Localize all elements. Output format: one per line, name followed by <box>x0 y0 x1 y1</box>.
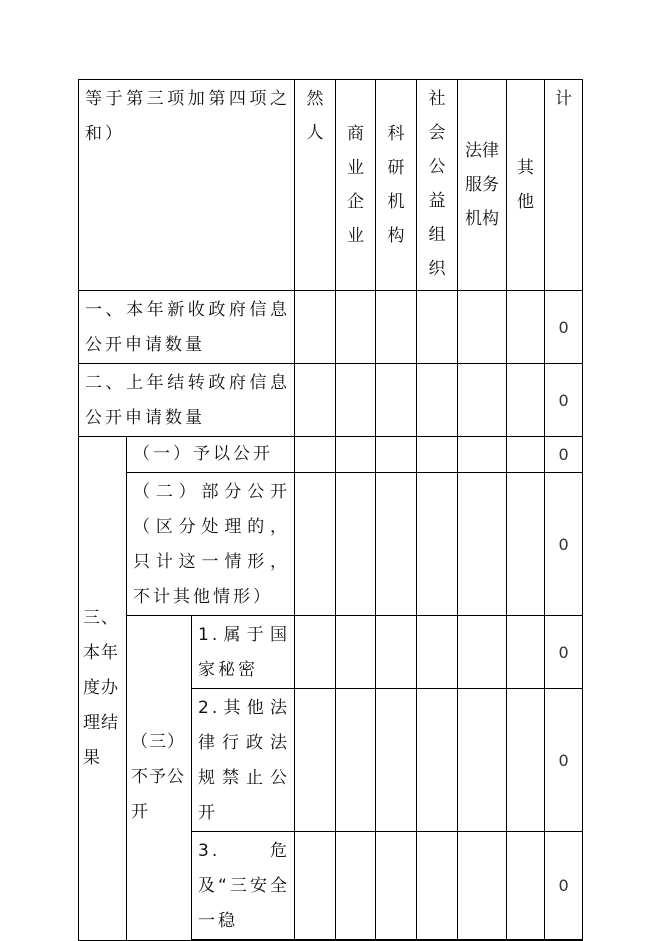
row-three-safety-total: 0 <box>545 832 583 941</box>
row-partial-total: 0 <box>545 473 583 616</box>
row-partial-label: （二）部分公开（区分处理的，只计这一情形，不计其他情形） <box>127 473 295 616</box>
row-carried-over <box>79 364 583 437</box>
header-total: 计 <box>545 80 583 291</box>
header-legal: 法律服务机构 <box>458 80 507 291</box>
row-state-secret-label: 1.属于国家秘密 <box>192 616 295 689</box>
row-law-prohibited-label: 2.其他法律行政法规禁止公开 <box>192 689 295 832</box>
header-research: 科研机构 <box>376 80 417 291</box>
row-disclosed-total: 0 <box>545 437 583 473</box>
header-natural-person: 然人 <box>295 80 336 291</box>
row-not-disclosed-label: （三）不予公开 <box>127 616 192 941</box>
row-law-prohibited-total: 0 <box>545 689 583 832</box>
section3-label: 三、本年度办理结果 <box>79 437 127 941</box>
header-other: 其他 <box>507 80 545 291</box>
row-carried-over-total: 0 <box>545 364 583 437</box>
header-commercial: 商业企业 <box>336 80 376 291</box>
row-new-applications-label: 一、本年新收政府信息公开申请数量 <box>79 291 295 364</box>
header-row <box>79 80 583 291</box>
statistics-table <box>78 79 583 941</box>
row-disclosed <box>79 437 583 473</box>
row-state-secret-total: 0 <box>545 616 583 689</box>
row-partial <box>79 473 583 616</box>
row-new-applications-total: 0 <box>545 291 583 364</box>
header-first-cell: 等于第三项加第四项之和） <box>79 80 295 291</box>
row-disclosed-label: （一）予以公开 <box>127 437 295 473</box>
row-state-secret <box>79 616 583 689</box>
header-social: 社会公益组织 <box>417 80 458 291</box>
row-carried-over-label: 二、上年结转政府信息公开申请数量 <box>79 364 295 437</box>
row-new-applications <box>79 291 583 364</box>
row-three-safety-label: 3.危及“三安全一稳 <box>192 832 295 941</box>
